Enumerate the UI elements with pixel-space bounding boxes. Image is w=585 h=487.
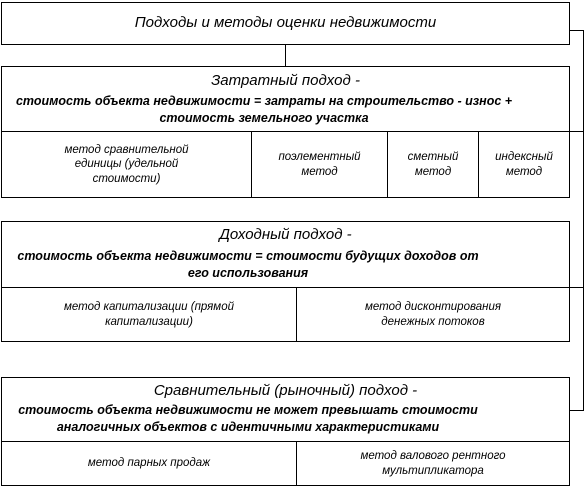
market-approach-title: Сравнительный (рыночный) подход -	[153, 381, 418, 399]
method-comparative-unit: метод сравнительной единицы (удельной стоимости)	[64, 143, 189, 185]
main-title: Подходы и методы оценки недвижимости	[134, 14, 437, 32]
method-discounted-cash-flow: метод дисконтирования денежных потоков	[365, 301, 501, 328]
connector-to-market	[569, 410, 584, 411]
connector-top-to-cost	[285, 44, 286, 67]
method-index: индексный метод	[495, 151, 553, 178]
market-approach-block	[1, 377, 570, 486]
method-paired-sales: метод парных продаж	[87, 457, 211, 470]
connector-spine-stub	[569, 30, 583, 31]
connector-to-cost	[569, 131, 584, 132]
connector-to-income	[569, 287, 584, 288]
method-gross-rent-multiplier: метод валового рентного мультипликатора	[360, 450, 506, 477]
cost-approach-formula: стоимость объекта недвижимости = затраты на строительство - износ + стоимость земельного участка	[15, 94, 513, 125]
income-approach-title: Доходный подход -	[219, 225, 352, 243]
method-capitalization: метод капитализации (прямой капитализации)	[64, 301, 234, 328]
method-element-wise: поэлементный метод	[278, 151, 361, 178]
market-approach-formula: стоимость объекта недвижимости не может превышать стоимости аналогичных объектов с идентичными характеристиками	[18, 403, 478, 434]
method-estimate: сметный метод	[407, 151, 459, 178]
cost-approach-block	[1, 66, 570, 198]
income-approach-block	[1, 221, 570, 342]
main-title-box	[1, 2, 570, 45]
cost-approach-title: Затратный подход -	[211, 71, 360, 89]
connector-spine	[583, 30, 584, 410]
income-approach-formula: стоимость объекта недвижимости = стоимости будущих доходов от его использования	[17, 249, 479, 280]
